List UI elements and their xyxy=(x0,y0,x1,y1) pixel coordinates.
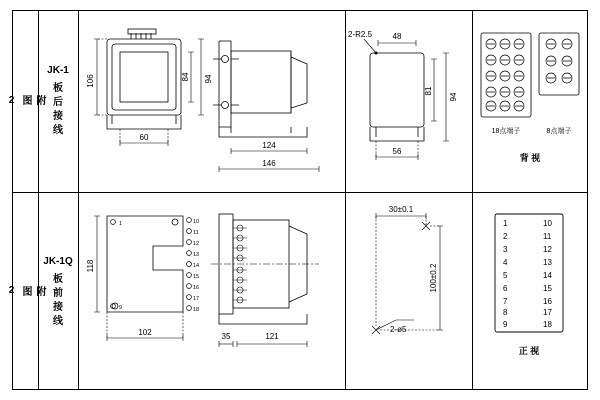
dim-121: 121 xyxy=(265,332,279,341)
term-right-13: 13 xyxy=(193,252,200,258)
term-right-17: 17 xyxy=(193,296,200,302)
caption-18-terminals: 18点端子 xyxy=(491,128,521,135)
panel-jk1-cutout xyxy=(346,11,472,192)
dim-2-phi5: 2-ø5 xyxy=(390,325,407,334)
row-label-text-top: 附 图 2 xyxy=(6,94,45,108)
caption-8-terminals: 8点端子 xyxy=(546,128,572,135)
dim-48: 48 xyxy=(392,32,402,41)
dim-100-tol: 100±0.2 xyxy=(429,263,438,293)
panel-jk1q-holes xyxy=(346,194,472,389)
dim-30-tol: 30±0.1 xyxy=(388,205,414,214)
caption-front-view: 正 视 xyxy=(518,346,540,356)
dim-124: 124 xyxy=(262,141,276,150)
list-right-17: 17 xyxy=(543,308,552,317)
panel-jk1q-front xyxy=(79,194,345,389)
term-right-16: 16 xyxy=(193,285,200,291)
term-left-1: 1 xyxy=(119,221,123,227)
mount-label-jk1q: 板 前 接 线 xyxy=(53,273,63,327)
dim-102: 102 xyxy=(138,328,152,337)
model-label-jk1q: JK-1Q xyxy=(43,255,73,267)
term-right-14: 14 xyxy=(193,263,200,269)
dim-81: 81 xyxy=(424,86,433,96)
term-right-11: 11 xyxy=(193,230,199,236)
panel-jk1q-terminals xyxy=(473,194,587,389)
model-label-jk1: JK-1 xyxy=(47,65,69,76)
dim-84: 84 xyxy=(181,72,190,82)
list-left-5: 5 xyxy=(503,271,508,280)
row-label-附图2-top xyxy=(6,10,45,192)
list-left-8: 8 xyxy=(503,308,508,317)
list-left-2: 2 xyxy=(503,232,508,241)
row-label-附图2-bottom xyxy=(6,193,45,390)
list-right-13: 13 xyxy=(543,258,552,267)
list-left-4: 4 xyxy=(503,258,508,267)
list-right-12: 12 xyxy=(543,245,552,254)
row-label-text-bottom: 附 图 2 xyxy=(6,285,45,298)
term-right-15: 15 xyxy=(193,274,200,280)
list-right-11: 11 xyxy=(543,232,552,241)
dim-94: 94 xyxy=(449,92,458,102)
list-right-14: 14 xyxy=(543,271,552,280)
list-right-16: 16 xyxy=(543,297,552,306)
list-left-6: 6 xyxy=(503,284,508,293)
term-right-18: 18 xyxy=(193,307,200,313)
panel-jk1-terminals xyxy=(473,11,587,192)
panel-jk1-front xyxy=(79,11,345,192)
dim-94: 94 xyxy=(204,74,213,84)
term-right-10: 10 xyxy=(193,219,200,225)
list-left-7: 7 xyxy=(503,297,508,306)
term-left-9: 9 xyxy=(119,305,123,311)
model-cell-jk1 xyxy=(38,10,78,192)
dim-35: 35 xyxy=(221,332,231,341)
dim-2R25: 2-R2.5 xyxy=(348,30,373,39)
divider-h1 xyxy=(12,192,588,193)
dim-118: 118 xyxy=(86,259,95,273)
mount-label-jk1: 板 后 接 线 xyxy=(53,83,63,136)
model-cell-jk1q xyxy=(38,193,78,390)
list-right-18: 18 xyxy=(543,320,552,329)
dim-106: 106 xyxy=(86,74,95,88)
list-right-10: 10 xyxy=(543,219,552,228)
list-left-3: 3 xyxy=(503,245,508,254)
list-left-1: 1 xyxy=(503,219,508,228)
caption-back-view: 背 视 xyxy=(519,153,541,163)
dim-56: 56 xyxy=(392,147,402,156)
term-right-12: 12 xyxy=(193,241,200,247)
dim-146: 146 xyxy=(262,159,276,168)
list-right-15: 15 xyxy=(543,284,552,293)
list-left-9: 9 xyxy=(503,320,508,329)
dim-60: 60 xyxy=(139,133,149,142)
